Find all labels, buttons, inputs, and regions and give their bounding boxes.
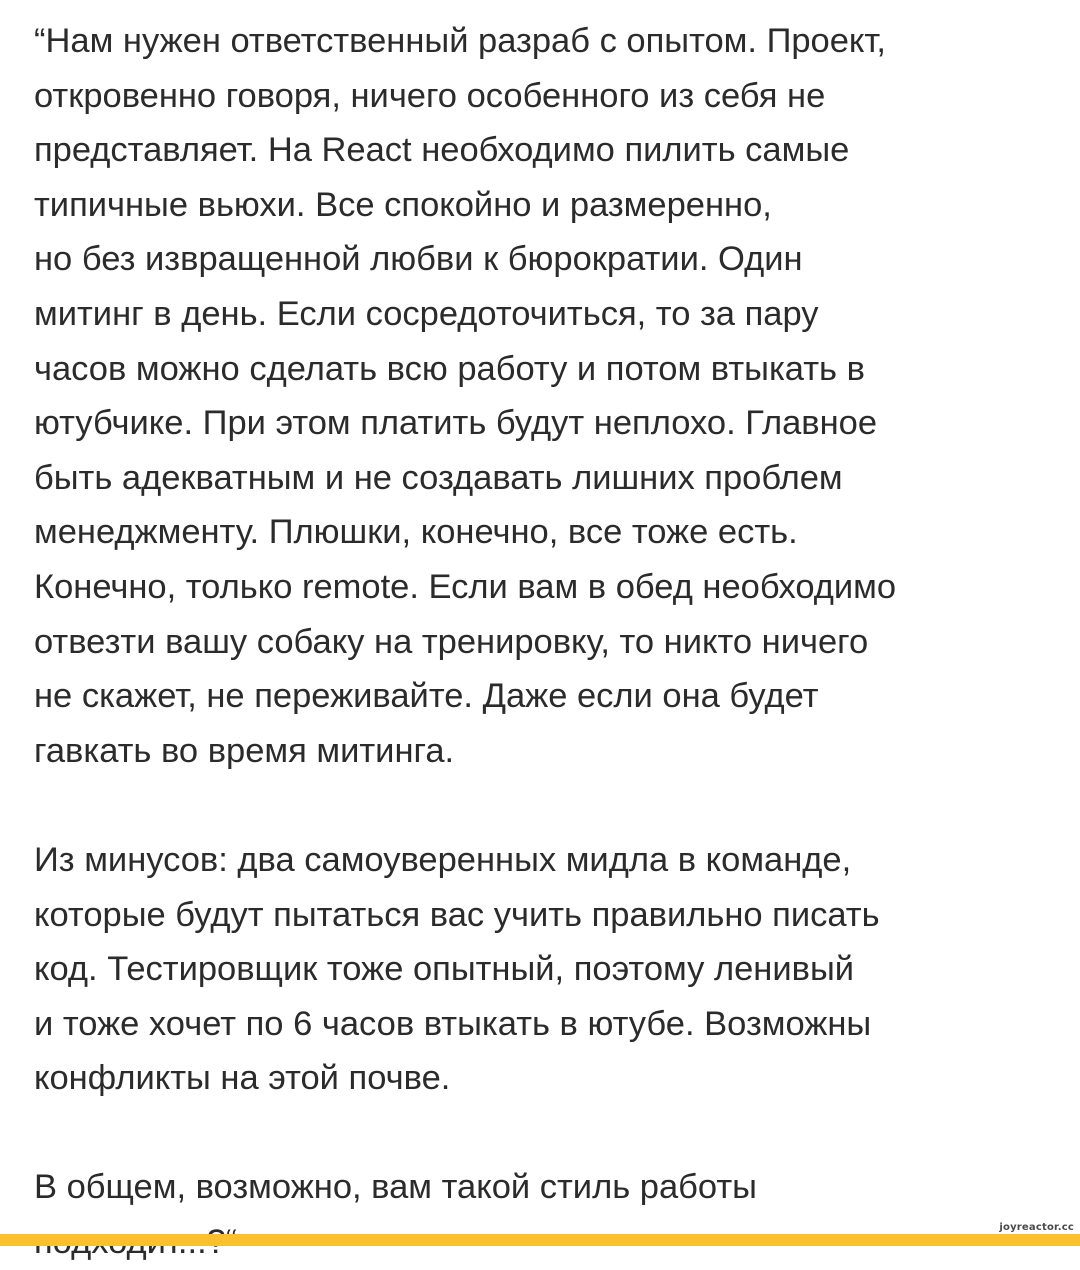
post-text: [34, 14, 1054, 1270]
paragraph-spacer: [34, 778, 1054, 833]
text-line: представляет. На React необходимо пилить самые: [34, 131, 850, 170]
text-line: гавкать во время митинга.: [34, 731, 455, 770]
text-line: митинг в день. Если сосредоточиться, то за пару: [34, 294, 819, 333]
text-line: “Нам нужен ответственный разраб с опытом. Проект,: [34, 22, 886, 60]
text-line: В общем, возможно, вам такой стиль работы: [34, 1168, 757, 1207]
paragraph-3: [34, 1160, 1054, 1269]
text-line: отвезти вашу собаку на тренировку, то никто ничего: [34, 622, 869, 661]
text-line: не скажет, не переживайте. Даже если она будет: [34, 677, 819, 716]
text-line: откровенно говоря, ничего особенного из себя не: [34, 76, 826, 115]
text-line: типичные вьюхи. Все спокойно и размеренно,: [34, 185, 772, 224]
text-line: ютубчике. При этом платить будут неплохо. Главное: [34, 404, 878, 443]
text-line: часов можно сделать всю работу и потом втыкать в: [34, 349, 865, 388]
footer-bar: [0, 1234, 1080, 1246]
text-line: Конечно, только remote. Если вам в обед необходимо: [34, 567, 897, 606]
text-line: но без извращенной любви к бюрократии. Один: [34, 240, 803, 279]
watermark: joyreactor.cc: [999, 1222, 1074, 1233]
text-line: конфликты на этой почве.: [34, 1059, 451, 1098]
paragraph-1: [34, 14, 1054, 778]
text-line: код. Тестировщик тоже опытный, поэтому ленивый: [34, 950, 855, 989]
text-line: менеджменту. Плюшки, конечно, все тоже есть.: [34, 513, 798, 552]
text-line: которые будут пытаться вас учить правильно писать: [34, 895, 880, 934]
text-line: быть адекватным и не создавать лишних проблем: [34, 458, 843, 497]
paragraph-spacer: [34, 1106, 1054, 1161]
paragraph-2: [34, 833, 1054, 1106]
text-line: Из минусов: два самоуверенных мидла в команде,: [34, 840, 852, 879]
text-line: и тоже хочет по 6 часов втыкать в ютубе. Возможны: [34, 1004, 872, 1043]
